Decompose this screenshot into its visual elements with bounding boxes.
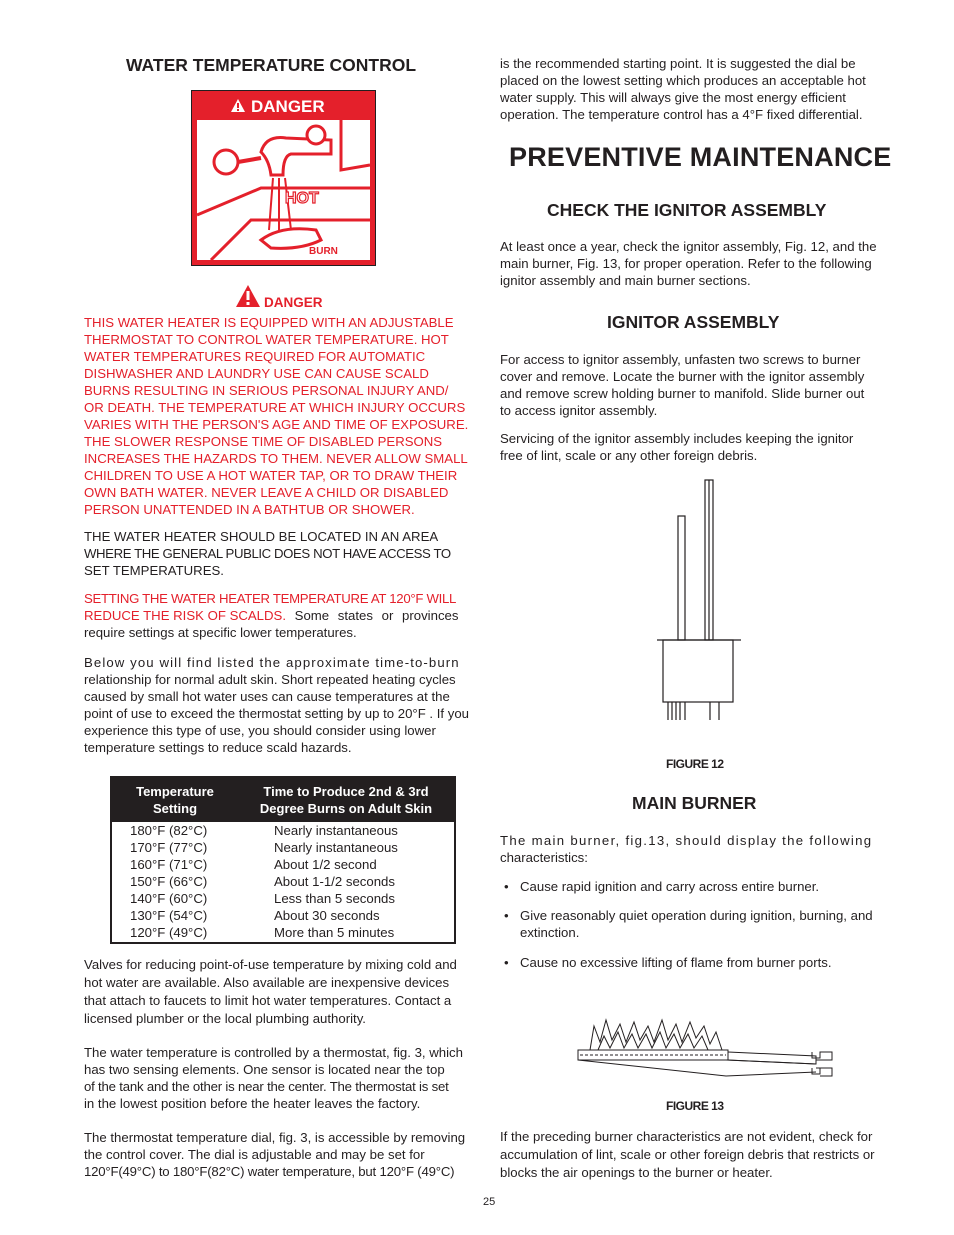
thermostat-line: The water temperature is controlled by a thermostat, fig. 3, which bbox=[84, 1045, 463, 1060]
dial-line: 120°F(49°C) to 180°F(82°C) water temperature, but 120°F (49°C) bbox=[84, 1164, 455, 1179]
dial-line: The thermostat temperature dial, fig. 3, is accessible by removing bbox=[84, 1130, 466, 1145]
page-title: PREVENTIVE MAINTENANCE bbox=[509, 142, 892, 172]
continued-line: placed on the lowest setting which produces an acceptable hot bbox=[500, 73, 866, 88]
dial-paragraph bbox=[84, 1129, 481, 1180]
table-row bbox=[112, 822, 454, 839]
danger-line: THERMOSTAT TO CONTROL WATER TEMPERATURE. HOT bbox=[84, 332, 449, 347]
figure13-caption: FIGURE 13 bbox=[666, 1099, 724, 1113]
danger-line: OR DEATH. THE TEMPERATURE AT WHICH INJURY OCCURS bbox=[84, 400, 466, 415]
thermostat-line: of the tank and the other is near the center. The thermostat is set bbox=[84, 1079, 449, 1094]
location-paragraph bbox=[84, 528, 481, 579]
table-header bbox=[112, 778, 454, 822]
continued-line: is the recommended starting point. It is suggested the dial be bbox=[500, 56, 856, 71]
danger-line: DISHWASHER AND LAUNDRY USE CAN CAUSE SCALD bbox=[84, 366, 429, 381]
header-temperature-line: Temperature bbox=[136, 784, 214, 799]
setting-red-text: REDUCE THE RISK OF SCALDS. bbox=[84, 608, 287, 623]
cell-time: Nearly instantaneous bbox=[274, 823, 398, 838]
location-line: SET TEMPERATURES. bbox=[84, 563, 224, 578]
header-temperature-line: Setting bbox=[152, 801, 198, 816]
cell-time: About 1/2 second bbox=[274, 857, 377, 872]
cell-time: About 1-1/2 seconds bbox=[274, 874, 395, 889]
valves-line: licensed plumber or the local plumbing authority. bbox=[84, 1011, 366, 1026]
access-line: cover and remove. Locate the burner with the ignitor assembly bbox=[500, 369, 865, 384]
location-line: THE WATER HEATER SHOULD BE LOCATED IN AN AREA bbox=[84, 529, 439, 544]
main-burner-line: The main burner, fig.13, should display the following bbox=[500, 833, 873, 848]
danger-title: DANGER bbox=[264, 295, 323, 310]
danger-line: THE SLOWER RESPONSE TIME OF DISABLED PERSONS bbox=[84, 434, 443, 449]
burn-line: experience this type of use, you should consider using lower bbox=[84, 723, 436, 738]
continued-line: water supply. This will always give the most energy efficient bbox=[500, 90, 846, 105]
figure12-caption: FIGURE 12 bbox=[666, 757, 724, 771]
cell-time: Less than 5 seconds bbox=[274, 891, 395, 906]
burn-line: caused by small hot water uses can cause temperatures at the bbox=[84, 689, 450, 704]
main-burner-paragraph bbox=[500, 832, 897, 866]
burner-characteristics-list bbox=[502, 878, 899, 971]
cell-time: About 30 seconds bbox=[274, 908, 380, 923]
table-row bbox=[112, 924, 454, 941]
access-line: For access to ignitor assembly, unfasten two screws to burner bbox=[500, 352, 861, 367]
cell-time: Nearly instantaneous bbox=[274, 840, 398, 855]
list-item: • Cause rapid ignition and carry across entire burner. bbox=[502, 878, 899, 895]
cell-temp: 140°F (60°C) bbox=[130, 891, 208, 906]
check-line: main burner, Fig. 13, for proper operation. Refer to the following bbox=[500, 256, 872, 271]
danger-line: THIS WATER HEATER IS EQUIPPED WITH AN ADJUSTABLE bbox=[84, 315, 454, 330]
cell-temp: 180°F (82°C) bbox=[130, 823, 208, 838]
check-line: ignitor assembly and main burner sections. bbox=[500, 273, 751, 288]
check-paragraph bbox=[500, 238, 897, 289]
table-row bbox=[112, 907, 454, 924]
list-item: • Cause no excessive lifting of flame from burner ports. bbox=[502, 954, 899, 971]
check-ignitor-heading: CHECK THE IGNITOR ASSEMBLY bbox=[547, 200, 827, 220]
burn-time-table bbox=[110, 776, 456, 944]
final-paragraph bbox=[500, 1128, 897, 1182]
valves-line: Valves for reducing point-of-use temperature by mixing cold and bbox=[84, 957, 457, 972]
danger-line: VARIES WITH THE PERSON'S AGE AND TIME OF EXPOSURE. bbox=[84, 417, 469, 432]
danger-paragraph bbox=[84, 314, 481, 518]
access-paragraph bbox=[500, 351, 897, 419]
main-burner-heading: MAIN BURNER bbox=[632, 793, 757, 813]
danger-line: OWN BATH WATER. NEVER LEAVE A CHILD OR DISABLED bbox=[84, 485, 449, 500]
header-temperature bbox=[112, 778, 238, 822]
label-hot-text: HOT bbox=[285, 190, 319, 207]
final-line: blocks the air openings to the burner or heater. bbox=[500, 1165, 773, 1180]
main-burner-line: characteristics: bbox=[500, 850, 588, 865]
final-line: If the preceding burner characteristics are not evident, check for bbox=[500, 1129, 873, 1144]
burn-line: Below you will find listed the approximate time-to-burn bbox=[84, 655, 460, 670]
check-line: At least once a year, check the ignitor assembly, Fig. 12, and the bbox=[500, 239, 877, 254]
setting-black-text: Some states or provinces bbox=[286, 608, 459, 623]
danger-line: CHILDREN TO USE A HOT WATER TAP, OR TO DRAW THEIR bbox=[84, 468, 458, 483]
cell-temp: 170°F (77°C) bbox=[130, 840, 208, 855]
danger-line: PERSON UNATTENDED IN A BATHTUB OR SHOWER. bbox=[84, 502, 415, 517]
cell-temp: 160°F (71°C) bbox=[130, 857, 208, 872]
header-time-line: Time to Produce 2nd & 3rd bbox=[263, 784, 429, 799]
valves-line: that attach to faucets to limit hot water temperatures. Contact a bbox=[84, 993, 452, 1008]
cell-temp: 150°F (66°C) bbox=[130, 874, 208, 889]
danger-warning-icon bbox=[235, 284, 261, 313]
servicing-paragraph bbox=[500, 430, 897, 464]
location-line: WHERE THE GENERAL PUBLIC DOES NOT HAVE ACCESS TO bbox=[84, 546, 451, 561]
label-danger-text: DANGER bbox=[251, 97, 325, 116]
setting-line: require settings at specific lower temperatures. bbox=[84, 625, 357, 640]
time-to-burn-paragraph bbox=[84, 654, 481, 756]
burn-line: temperature settings to reduce scald hazards. bbox=[84, 740, 352, 755]
thermostat-line: in the lowest position before the heater leaves the factory. bbox=[84, 1096, 421, 1111]
table-row bbox=[112, 890, 454, 907]
table-row bbox=[112, 856, 454, 873]
setting-paragraph bbox=[84, 590, 481, 641]
ignitor-assembly-heading: IGNITOR ASSEMBLY bbox=[607, 312, 780, 332]
thermostat-paragraph bbox=[84, 1044, 481, 1112]
final-line: accumulation of lint, scale or other foreign debris that restricts or bbox=[500, 1147, 875, 1162]
danger-line: INCREASES THE HAZARDS TO THEM. NEVER ALLOW SMALL bbox=[84, 451, 468, 466]
burn-line: relationship for normal adult skin. Short repeated heating cycles bbox=[84, 672, 456, 687]
cell-temp: 130°F (54°C) bbox=[130, 908, 208, 923]
cell-temp: 120°F (49°C) bbox=[130, 925, 208, 940]
header-time bbox=[238, 778, 454, 822]
cell-time: More than 5 minutes bbox=[274, 925, 395, 940]
danger-line: BURNS RESULTING IN SERIOUS PERSONAL INJURY AND/ bbox=[84, 383, 449, 398]
table-row bbox=[112, 873, 454, 890]
dial-line: the control cover. The dial is adjustable and may be set for bbox=[84, 1147, 425, 1162]
valves-line: hot water are available. Also available are inexpensive devices bbox=[84, 975, 450, 990]
setting-red-line: SETTING THE WATER HEATER TEMPERATURE AT 120°F WILL bbox=[84, 591, 457, 606]
access-line: to access ignitor assembly. bbox=[500, 403, 658, 418]
header-time-line: Degree Burns on Adult Skin bbox=[259, 801, 433, 816]
servicing-line: Servicing of the ignitor assembly includes keeping the ignitor bbox=[500, 431, 854, 446]
valves-paragraph bbox=[84, 956, 481, 1028]
danger-line: WATER TEMPERATURES REQUIRED FOR AUTOMATIC bbox=[84, 349, 426, 364]
servicing-line: free of lint, scale or any other foreign debris. bbox=[500, 448, 758, 463]
page-number: 25 bbox=[483, 1196, 496, 1208]
thermostat-line: has two sensing elements. One sensor is located near the top bbox=[84, 1062, 445, 1077]
ignitor-figure bbox=[655, 478, 745, 728]
access-line: and remove screw holding burner to manifold. Slide burner out bbox=[500, 386, 865, 401]
burner-figure bbox=[576, 1016, 838, 1089]
table-row bbox=[112, 839, 454, 856]
danger-label-image bbox=[191, 90, 376, 266]
water-temp-heading: WATER TEMPERATURE CONTROL bbox=[126, 55, 417, 75]
burn-line: point of use to exceed the thermostat setting by up to 20°F . If you bbox=[84, 706, 470, 721]
continued-paragraph bbox=[500, 55, 897, 123]
continued-line: operation. The temperature control has a 4°F fixed differential. bbox=[500, 107, 863, 122]
label-burn-text: BURN bbox=[309, 246, 338, 257]
list-item: • Give reasonably quiet operation during ignition, burning, and extinction. bbox=[502, 907, 899, 941]
